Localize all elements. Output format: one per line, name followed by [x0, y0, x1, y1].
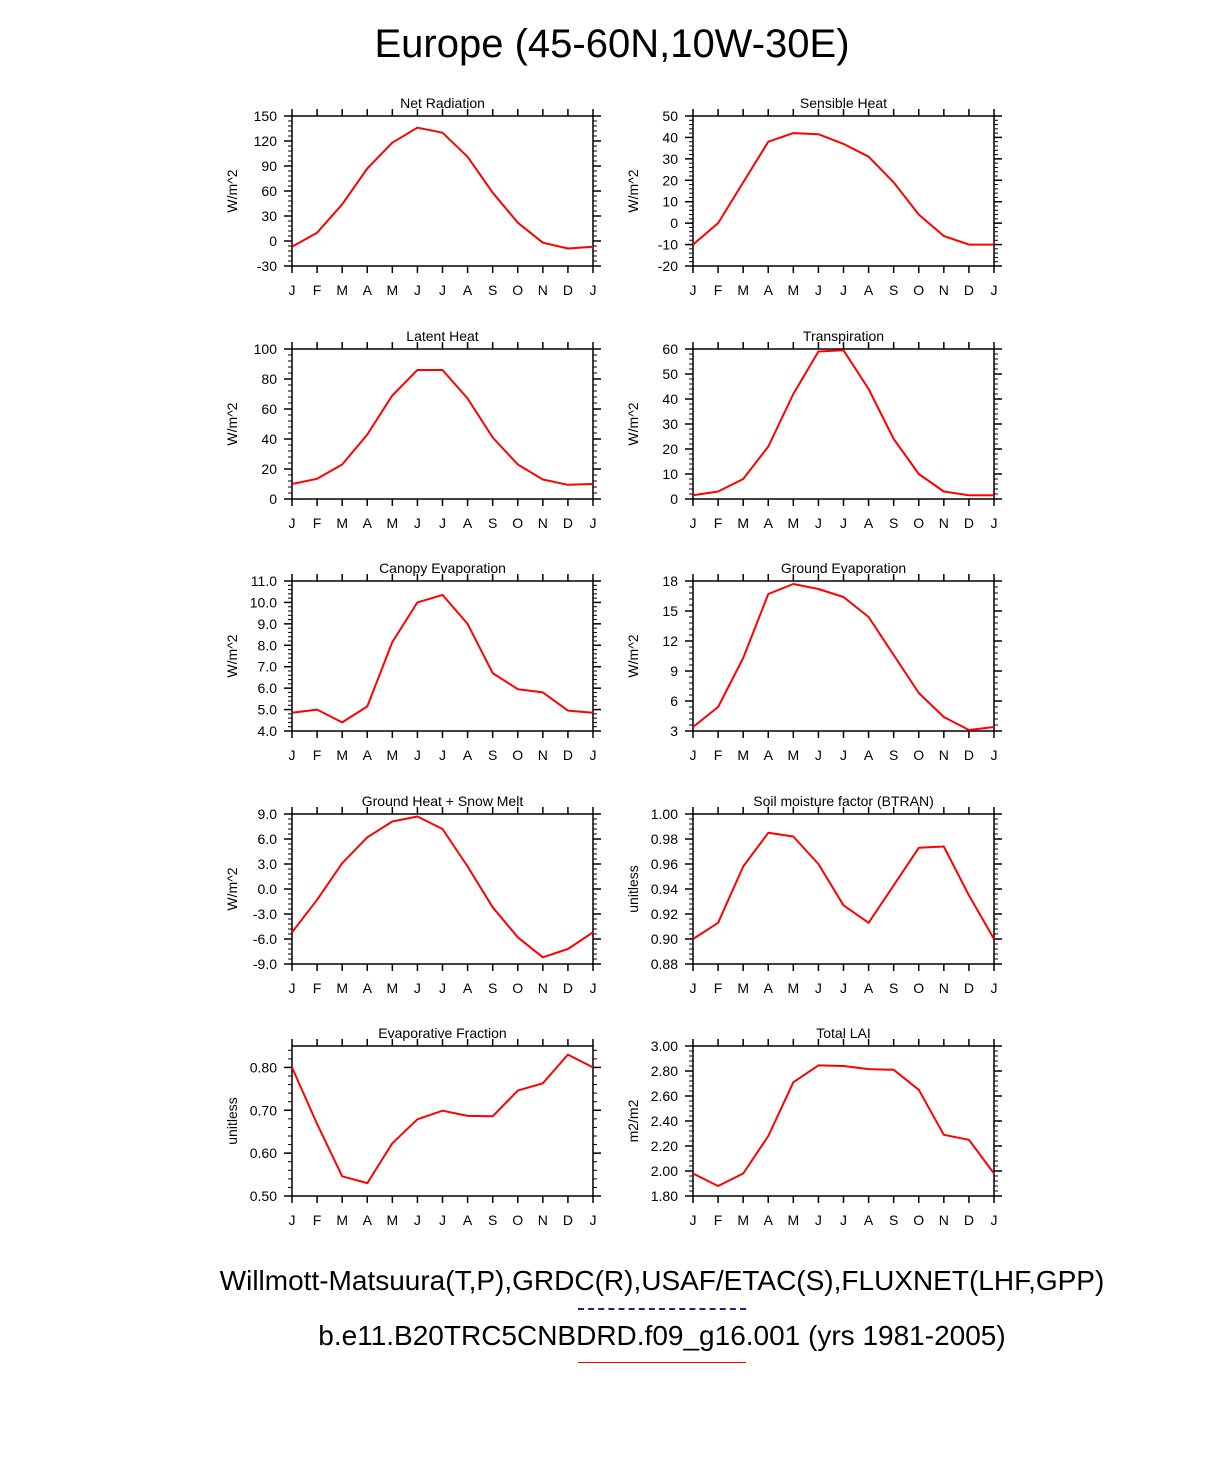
- series-line-model: [693, 833, 994, 939]
- panel-title: Ground Heat + Snow Melt: [361, 793, 524, 809]
- x-tick-label: O: [512, 747, 524, 763]
- y-tick-label: 0.50: [249, 1188, 277, 1204]
- x-tick-label: A: [462, 980, 473, 996]
- x-tick-label: M: [737, 747, 750, 763]
- plot-frame: [693, 581, 994, 731]
- y-tick-label: 0.60: [249, 1145, 277, 1162]
- y-tick-label: -10: [657, 236, 678, 253]
- y-tick-label: 10: [662, 466, 678, 482]
- x-tick-label: F: [713, 282, 723, 298]
- x-tick-label: O: [913, 1212, 925, 1228]
- x-tick-label: A: [362, 515, 372, 531]
- x-tick-label: D: [562, 515, 573, 531]
- y-axis-label: W/m^2: [625, 402, 641, 446]
- y-tick-label: 4.0: [257, 723, 277, 739]
- y-tick-label: 5.0: [257, 701, 277, 718]
- plot-frame: [292, 581, 593, 731]
- figure-title: Europe (45-60N,10W-30E): [374, 22, 850, 66]
- footer-observations-line: Willmott-Matsuura(T,P),GRDC(R),USAF/ETAC(S),FLUXNET(LHF,GPP): [219, 1265, 1105, 1296]
- x-tick-label: M: [737, 1212, 750, 1228]
- x-tick-label: A: [863, 747, 874, 763]
- x-tick-label: M: [787, 282, 800, 298]
- x-tick-label: A: [863, 1212, 874, 1228]
- y-tick-label: 120: [253, 133, 277, 149]
- x-tick-label: N: [537, 282, 548, 298]
- panel-soil-moisture-factor-btran: [625, 793, 1002, 996]
- y-tick-label: 3.0: [257, 856, 277, 872]
- x-tick-label: O: [512, 1212, 524, 1228]
- y-tick-label: 50: [662, 108, 678, 124]
- x-tick-label: M: [386, 515, 399, 531]
- x-tick-label: O: [913, 747, 925, 763]
- panel-evaporative-fraction: [224, 1025, 601, 1228]
- y-tick-label: 20: [662, 441, 678, 457]
- y-tick-label: -9.0: [252, 956, 277, 972]
- x-tick-label: N: [537, 1212, 548, 1228]
- y-tick-label: 0: [269, 233, 277, 249]
- series-line-model: [292, 817, 593, 958]
- y-tick-label: 2.00: [650, 1163, 678, 1179]
- y-tick-label: 0.88: [650, 956, 678, 972]
- y-tick-label: 18: [662, 573, 678, 589]
- x-tick-label: M: [386, 980, 399, 996]
- x-tick-label: A: [362, 747, 372, 763]
- x-tick-label: M: [386, 1212, 399, 1228]
- y-tick-label: 10.0: [249, 594, 277, 611]
- x-tick-label: D: [963, 515, 974, 531]
- x-tick-label: S: [487, 747, 498, 763]
- y-axis-label: W/m^2: [625, 634, 641, 678]
- y-tick-label: 30: [261, 208, 277, 224]
- series-line-model: [693, 350, 994, 495]
- x-tick-label: A: [763, 980, 773, 996]
- x-tick-label: J: [990, 282, 998, 298]
- legend-obs-line-sample: [578, 1308, 746, 1310]
- x-tick-label: J: [589, 1212, 597, 1228]
- y-tick-label: 100: [253, 341, 277, 357]
- x-tick-label: S: [888, 515, 899, 531]
- x-tick-label: A: [863, 980, 874, 996]
- x-tick-label: O: [913, 980, 925, 996]
- x-tick-label: J: [840, 747, 847, 763]
- plot-frame: [693, 814, 994, 964]
- x-tick-label: A: [763, 1212, 773, 1228]
- x-tick-label: F: [713, 747, 723, 763]
- x-tick-label: J: [589, 515, 597, 531]
- x-tick-label: S: [888, 282, 899, 298]
- x-tick-label: J: [288, 747, 296, 763]
- x-tick-label: J: [413, 747, 421, 763]
- y-tick-label: 2.60: [650, 1088, 678, 1104]
- x-tick-label: N: [938, 515, 949, 531]
- x-tick-label: J: [589, 980, 597, 996]
- y-axis-label: W/m^2: [625, 169, 641, 213]
- y-tick-label: 15: [662, 603, 678, 619]
- panel-ground-evaporation: [625, 560, 1002, 763]
- x-tick-label: J: [439, 515, 446, 531]
- x-tick-label: A: [462, 1212, 473, 1228]
- y-tick-label: 20: [261, 461, 277, 477]
- series-line-model: [292, 1055, 593, 1184]
- x-tick-label: J: [990, 747, 998, 763]
- y-tick-label: 0.70: [249, 1102, 277, 1119]
- x-tick-label: J: [689, 747, 697, 763]
- y-tick-label: 90: [261, 158, 277, 174]
- y-tick-label: 9.0: [257, 806, 277, 822]
- x-tick-label: A: [462, 747, 473, 763]
- x-tick-label: D: [963, 1212, 974, 1228]
- x-tick-label: J: [814, 515, 822, 531]
- y-tick-label: 40: [261, 431, 277, 447]
- y-axis-label: W/m^2: [224, 634, 240, 678]
- x-tick-label: N: [537, 515, 548, 531]
- x-tick-label: J: [840, 282, 847, 298]
- x-tick-label: J: [689, 515, 697, 531]
- y-tick-label: 3: [670, 723, 678, 739]
- x-tick-label: J: [990, 980, 998, 996]
- x-tick-label: M: [787, 515, 800, 531]
- y-tick-label: 2.80: [650, 1063, 678, 1079]
- x-tick-label: D: [963, 282, 974, 298]
- y-axis-label: W/m^2: [224, 402, 240, 446]
- x-tick-label: A: [462, 515, 473, 531]
- x-tick-label: J: [840, 1212, 847, 1228]
- y-tick-label: 0.98: [650, 831, 678, 847]
- x-tick-label: J: [990, 515, 998, 531]
- x-tick-label: M: [386, 747, 399, 763]
- y-tick-label: 0: [269, 491, 277, 507]
- x-tick-label: M: [336, 747, 349, 763]
- y-tick-label: 9: [670, 663, 678, 679]
- panel-title: Sensible Heat: [799, 95, 888, 111]
- x-tick-label: J: [413, 980, 421, 996]
- panel-net-radiation: [224, 95, 601, 298]
- y-tick-label: 12: [662, 633, 678, 649]
- y-tick-label: 6.0: [257, 680, 277, 697]
- x-tick-label: J: [288, 282, 296, 298]
- x-tick-label: M: [787, 980, 800, 996]
- x-tick-label: J: [288, 980, 296, 996]
- x-tick-label: N: [537, 747, 548, 763]
- x-tick-label: J: [814, 282, 822, 298]
- x-tick-label: J: [814, 1212, 822, 1228]
- series-line-model: [292, 370, 593, 485]
- y-tick-label: 60: [261, 183, 277, 199]
- panel-title: Soil moisture factor (BTRAN): [753, 793, 934, 809]
- series-line-model: [693, 584, 994, 730]
- x-tick-label: J: [413, 1212, 421, 1228]
- x-tick-label: J: [990, 1212, 998, 1228]
- y-tick-label: 0.92: [650, 906, 678, 922]
- x-tick-label: N: [938, 747, 949, 763]
- y-tick-label: 80: [261, 371, 277, 387]
- x-tick-label: A: [362, 1212, 372, 1228]
- x-tick-label: J: [413, 515, 421, 531]
- x-tick-label: M: [737, 515, 750, 531]
- y-tick-label: 40: [662, 391, 678, 407]
- y-tick-label: 11.0: [250, 573, 277, 589]
- y-tick-label: 3.00: [650, 1038, 678, 1054]
- x-tick-label: J: [288, 1212, 296, 1228]
- plot-frame: [693, 1046, 994, 1196]
- panel-sensible-heat: [625, 95, 1002, 298]
- x-tick-label: M: [336, 515, 349, 531]
- x-tick-label: D: [562, 980, 573, 996]
- x-tick-label: J: [439, 282, 446, 298]
- y-tick-label: -30: [256, 258, 277, 274]
- y-tick-label: 2.20: [650, 1138, 678, 1154]
- plot-frame: [292, 814, 593, 964]
- y-tick-label: 1.00: [650, 806, 678, 822]
- y-tick-label: 0: [670, 215, 678, 232]
- y-axis-label: W/m^2: [224, 169, 240, 213]
- y-tick-label: 60: [261, 401, 277, 417]
- x-tick-label: O: [913, 515, 925, 531]
- x-tick-label: F: [713, 1212, 723, 1228]
- y-tick-label: 40: [662, 129, 678, 146]
- x-tick-label: O: [512, 282, 524, 298]
- footer-case-line: b.e11.B20TRC5CNBDRD.f09_g16.001 (yrs 1981-2005): [318, 1320, 1006, 1351]
- y-tick-label: -3.0: [252, 906, 277, 922]
- x-tick-label: J: [439, 1212, 446, 1228]
- y-tick-label: 0: [670, 491, 678, 507]
- x-tick-label: M: [737, 282, 750, 298]
- y-tick-label: 0.94: [650, 881, 678, 897]
- x-tick-label: D: [963, 980, 974, 996]
- y-tick-label: 0.90: [650, 931, 678, 947]
- y-tick-label: 0.96: [650, 856, 678, 872]
- x-tick-label: J: [413, 282, 421, 298]
- y-tick-label: 60: [662, 341, 678, 357]
- x-tick-label: M: [787, 1212, 800, 1228]
- y-tick-label: 150: [253, 108, 277, 124]
- y-tick-label: 30: [662, 416, 678, 432]
- panel-title: Transpiration: [802, 328, 885, 344]
- x-tick-label: O: [512, 515, 524, 531]
- y-tick-label: -20: [657, 258, 678, 274]
- series-line-model: [292, 595, 593, 723]
- y-axis-label: unitless: [625, 865, 641, 913]
- x-tick-label: N: [938, 980, 949, 996]
- x-tick-label: M: [336, 980, 349, 996]
- x-tick-label: M: [787, 747, 800, 763]
- x-tick-label: N: [938, 282, 949, 298]
- panel-title: Latent Heat: [406, 328, 479, 344]
- x-tick-label: F: [713, 980, 723, 996]
- x-tick-label: A: [362, 980, 372, 996]
- series-line-model: [693, 133, 994, 245]
- x-tick-label: F: [713, 515, 723, 531]
- x-tick-label: J: [689, 1212, 697, 1228]
- x-tick-label: N: [537, 980, 548, 996]
- y-tick-label: 50: [662, 366, 678, 382]
- y-axis-label: unitless: [224, 1097, 240, 1145]
- y-tick-label: 20: [662, 172, 678, 189]
- y-tick-label: 1.80: [650, 1188, 678, 1204]
- y-tick-label: 9.0: [257, 615, 277, 632]
- y-tick-label: 6: [670, 693, 678, 709]
- x-tick-label: M: [336, 282, 349, 298]
- y-tick-label: 2.40: [650, 1113, 678, 1129]
- y-axis-label: W/m^2: [224, 867, 240, 911]
- x-tick-label: S: [888, 1212, 899, 1228]
- y-tick-label: 0.0: [257, 881, 277, 897]
- panel-title: Ground Evaporation: [780, 560, 907, 576]
- x-tick-label: A: [863, 515, 874, 531]
- x-tick-label: D: [562, 282, 573, 298]
- series-line-model: [693, 1065, 994, 1186]
- x-tick-label: F: [312, 282, 322, 298]
- x-tick-label: O: [913, 282, 925, 298]
- x-tick-label: J: [288, 515, 296, 531]
- y-tick-label: 10: [662, 193, 678, 210]
- panel-total-lai: [625, 1025, 1002, 1228]
- panel-title: Net Radiation: [400, 95, 485, 111]
- y-tick-label: -6.0: [252, 931, 277, 947]
- x-tick-label: J: [439, 980, 446, 996]
- x-tick-label: J: [814, 747, 822, 763]
- y-tick-label: 0.80: [249, 1059, 277, 1076]
- x-tick-label: F: [312, 747, 322, 763]
- y-tick-label: 8.0: [257, 637, 277, 654]
- x-tick-label: A: [863, 282, 874, 298]
- panel-title: Canopy Evaporation: [379, 560, 506, 576]
- plot-frame: [693, 349, 994, 499]
- panel-latent-heat: [224, 328, 601, 531]
- plot-frame: [292, 1046, 593, 1196]
- legend-model-line-sample: [578, 1362, 746, 1363]
- x-tick-label: N: [938, 1212, 949, 1228]
- x-tick-label: J: [439, 747, 446, 763]
- x-tick-label: S: [487, 515, 498, 531]
- panel-canopy-evaporation: [224, 560, 601, 763]
- panel-title: Total LAI: [816, 1025, 871, 1041]
- x-tick-label: J: [689, 282, 697, 298]
- series-line-model: [292, 128, 593, 249]
- x-tick-label: A: [763, 747, 773, 763]
- x-tick-label: D: [562, 1212, 573, 1228]
- x-tick-label: F: [312, 515, 322, 531]
- y-axis-label: m2/m2: [625, 1099, 641, 1143]
- x-tick-label: J: [589, 747, 597, 763]
- x-tick-label: S: [487, 282, 498, 298]
- x-tick-label: M: [386, 282, 399, 298]
- x-tick-label: M: [336, 1212, 349, 1228]
- panel-ground-heat-snow-melt: [224, 793, 601, 996]
- x-tick-label: S: [487, 1212, 498, 1228]
- panel-title: Evaporative Fraction: [378, 1025, 507, 1041]
- x-tick-label: O: [512, 980, 524, 996]
- x-tick-label: J: [814, 980, 822, 996]
- x-tick-label: F: [312, 980, 322, 996]
- x-tick-label: A: [362, 282, 372, 298]
- y-tick-label: 7.0: [257, 658, 277, 675]
- x-tick-label: A: [462, 282, 473, 298]
- x-tick-label: S: [487, 980, 498, 996]
- y-tick-label: 30: [662, 150, 678, 167]
- x-tick-label: J: [689, 980, 697, 996]
- x-tick-label: M: [737, 980, 750, 996]
- x-tick-label: A: [763, 282, 773, 298]
- x-tick-label: J: [840, 980, 847, 996]
- x-tick-label: J: [589, 282, 597, 298]
- x-tick-label: F: [312, 1212, 322, 1228]
- x-tick-label: J: [840, 515, 847, 531]
- x-tick-label: A: [763, 515, 773, 531]
- x-tick-label: S: [888, 747, 899, 763]
- x-tick-label: S: [888, 980, 899, 996]
- x-tick-label: D: [562, 747, 573, 763]
- x-tick-label: D: [963, 747, 974, 763]
- y-tick-label: 6.0: [257, 831, 277, 847]
- panel-transpiration: [625, 328, 1002, 531]
